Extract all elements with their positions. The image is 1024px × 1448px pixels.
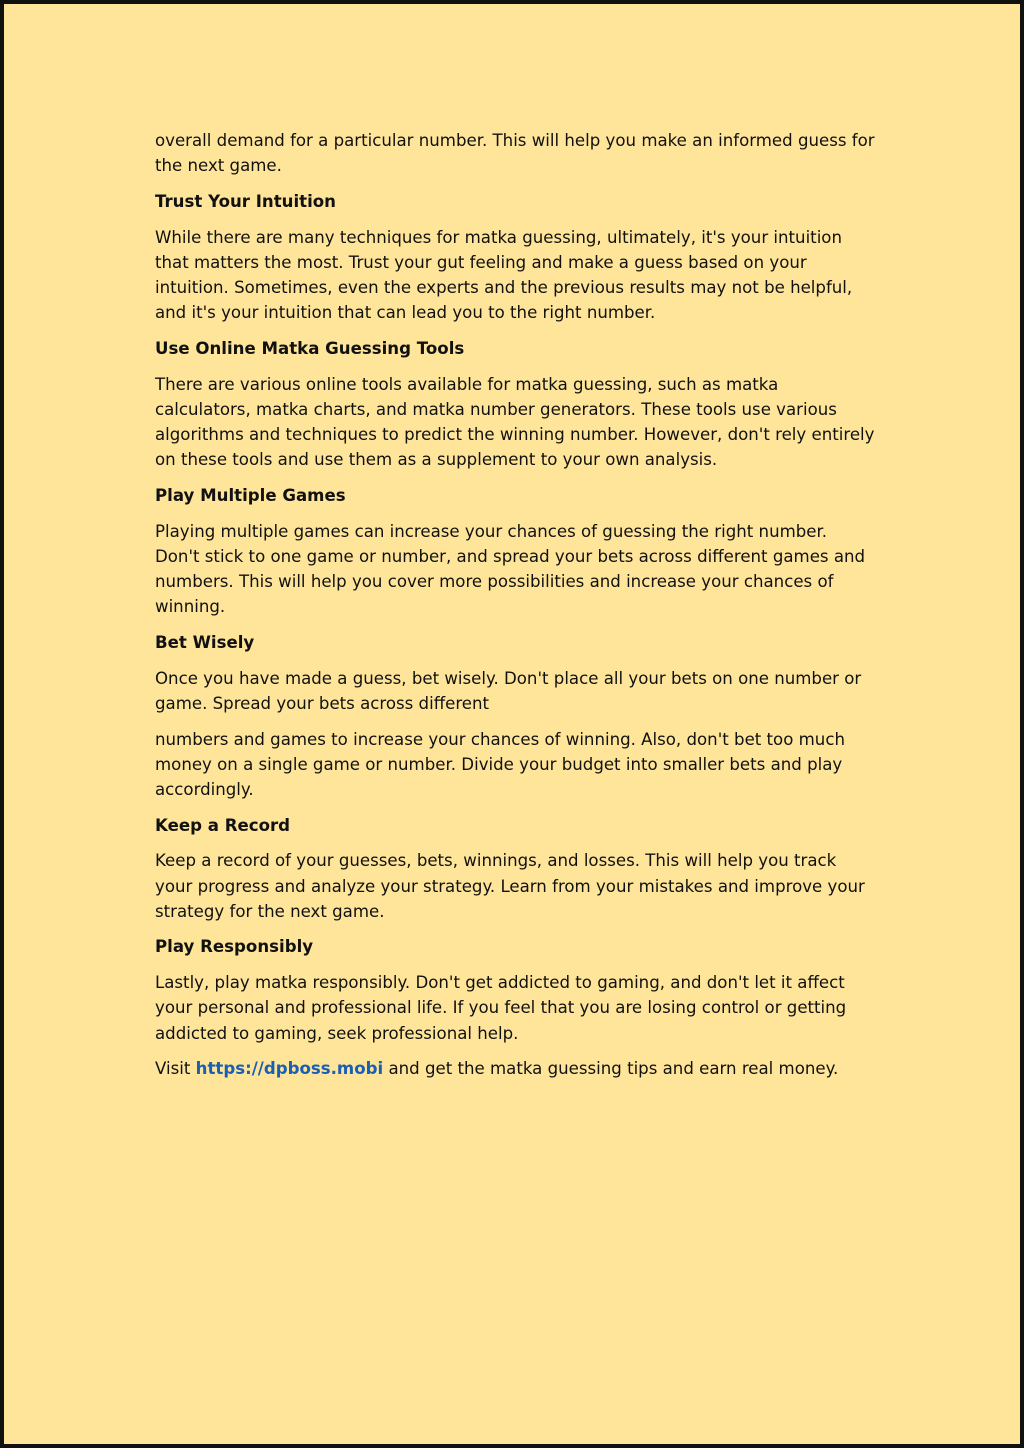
- heading-online-tools: Use Online Matka Guessing Tools: [155, 338, 465, 358]
- closing-prefix: Visit: [155, 1059, 196, 1079]
- dpboss-link[interactable]: https://dpboss.mobi: [195, 1059, 384, 1079]
- heading-bet-wisely: Bet Wisely: [155, 632, 255, 652]
- paragraph-bet-wisely-1: Once you have made a guess, bet wisely. Don't place all your bets on one number or game. Spread your bets across different: [155, 668, 862, 713]
- paragraph-trust-your-intuition: While there are many techniques for matka guessing, ultimately, it's your intuition that matters the most. Trust your gut feeling and make a guess based on your intuition. Sometimes, even the experts and the previous results may not be helpful, and it's your intuition that can lead you to the right number.: [155, 227, 853, 323]
- heading-multiple-games: Play Multiple Games: [155, 485, 346, 505]
- heading-keep-a-record: Keep a Record: [155, 815, 291, 835]
- heading-play-responsibly: Play Responsibly: [155, 937, 314, 957]
- closing-suffix: and get the matka guessing tips and earn real money.: [383, 1059, 839, 1079]
- paragraph-online-tools: There are various online tools available for matka guessing, such as matka calculators, matka charts, and matka number generators. These tools use various algorithms and techniques to predict the winning number. However, don't rely entirely on these tools and use them as a supplement to your own analysis.: [155, 374, 875, 470]
- document-body: [155, 128, 875, 1092]
- paragraph-bet-wisely-2: numbers and games to increase your chances of winning. Also, don't bet too much money on a single game or number. Divide your budget into smaller bets and play accordingly.: [155, 729, 845, 799]
- heading-trust-your-intuition: Trust Your Intuition: [155, 191, 336, 211]
- intro-paragraph: overall demand for a particular number. This will help you make an informed guess for the next game.: [155, 131, 875, 176]
- paragraph-play-responsibly: Lastly, play matka responsibly. Don't get addicted to gaming, and don't let it affect your personal and professional life. If you feel that you are losing control or getting addicted to gaming, seek professional help.: [155, 973, 847, 1043]
- paragraph-keep-a-record: Keep a record of your guesses, bets, winnings, and losses. This will help you track your progress and analyze your strategy. Learn from your mistakes and improve your strategy for the next game.: [155, 851, 865, 921]
- closing-paragraph: [155, 1056, 875, 1081]
- paragraph-multiple-games: Playing multiple games can increase your chances of guessing the right number. Don't stick to one game or number, and spread your bets across different games and numbers. This will help you cover more possibilities and increase your chances of winning.: [155, 521, 866, 617]
